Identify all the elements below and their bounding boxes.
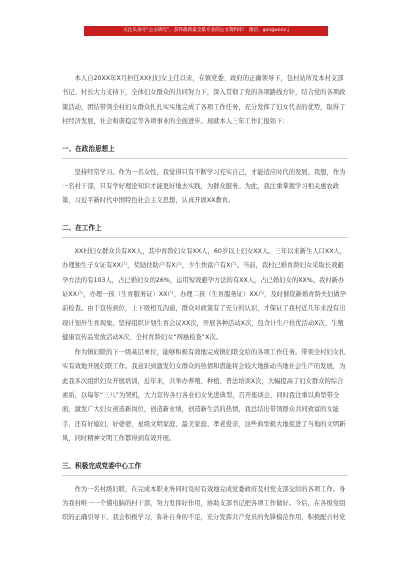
section-2-paragraph-2: 作为镇妇联的下一级基层单位，能够积极有效地完成镇妇联交给的各项工作任务。带领全村妇女扎实有效地开展妇联工作。我意识到激发妇女群众的热情和潜能将会较大地推动当地社会生产的发展，为此我多次组织妇女开展培训，近年来，共举办养殖、种植、普法培训X次，大幅提高了妇女群众的综合素质，以每年“三八”为契机，大力宣传各行各业妇女先进典型，召开座谈会，同时我注重以典型带全面，激发广大妇女创造新岗位，创造新业绩，创造新生活的热情，我总结出带领群众共同致富的女能手，还有好媳妇，好婆婆，星级文明家庭、最美家庭、孝老爱亲，这些典型极大地促进了当地的文明新风，同时精神文明工作都得到有效开展。 <box>62 348 346 443</box>
section-1-heading: 一、在政治思想上 <box>62 138 348 159</box>
intro-paragraph: 本人自20XX年X月担任XX村妇女主任以来，在镇党委、政府的正确领导下，包村站所及本村支部书记、村长大力支持下，全体妇女群众的共同努力下，深入贯彻了党的各项路线方针，结合党的各项政策活动，团结带领全村妇女群众扎扎实实地完成了各项工作任务，充分发挥了妇女代表的优势，取得了村经济发展，社会和谐稳定等各项事业的全面进步。现就本人三年工作汇报如下： <box>62 75 346 126</box>
section-2-heading: 二、在工作上 <box>62 217 348 238</box>
top-banner: 关注头条号“公文研究”，获得最新最全最专业的公文资料库！ 微信：gongwenz j <box>84 26 328 36</box>
section-1-paragraph-1: 坚持经常学习。作为一名女性，我觉得只有不断学习充实自己，才能适应时代的发展。我想，作为一名村干部，只有学好理论知识才能更好地去实践，为群众服务。为此，我注重掌握学习相关惠农政策、习近平新时代中国特色社会主义思想，认真开展XX教育。 <box>62 168 346 205</box>
section-3-paragraph-1: 作为一名村级妇联，在完成本职业务同时及时有效地完成党委政府及村党支部交给的各项工作。身为我村唯一一个懂电脑的村干部，努力发挥好作用，协助支部书记把各项工作做好。今后，在各级党组织的正确引导下，我会积极学习，弥补自身的不足，充分发挥共产党员的先锋模范作用，积极配合村党 <box>62 485 346 522</box>
document-body <box>62 72 348 526</box>
section-3-heading: 三、积极完成党委中心工作 <box>62 455 348 476</box>
section-2-paragraph-1: XX村妇女群众共有XX人，其中育龄妇女有XX人，60岁以上妇女XX人。三年以来新生人口XX人，办理独生子女证有XX户，奖励扶助户有X户，少生快富户有X户。当前，我村已婚育龄妇女采取长效避孕方法的有103人，占已婚妇女的26%，运用短效避孕方法的有XX人，占已婚妇女的XX%。我村新办证XX户，办理一孩（生育服务证）XX户，办理二孩（生育服务证）XX户，及时催促新婚育龄夫妇做孕前检查。由于宣传到位，上下级相互沟通，群众对政策有了充分的认识，才保证了我村近几年来没有出现计划外生育现象。坚持组织计划生育会议XX次，开展各种活动X次，包含计生户扶优活动X次、生殖健康宣传品发放活动X次、全村育龄妇女“两癌检查”X次。 <box>62 247 347 342</box>
